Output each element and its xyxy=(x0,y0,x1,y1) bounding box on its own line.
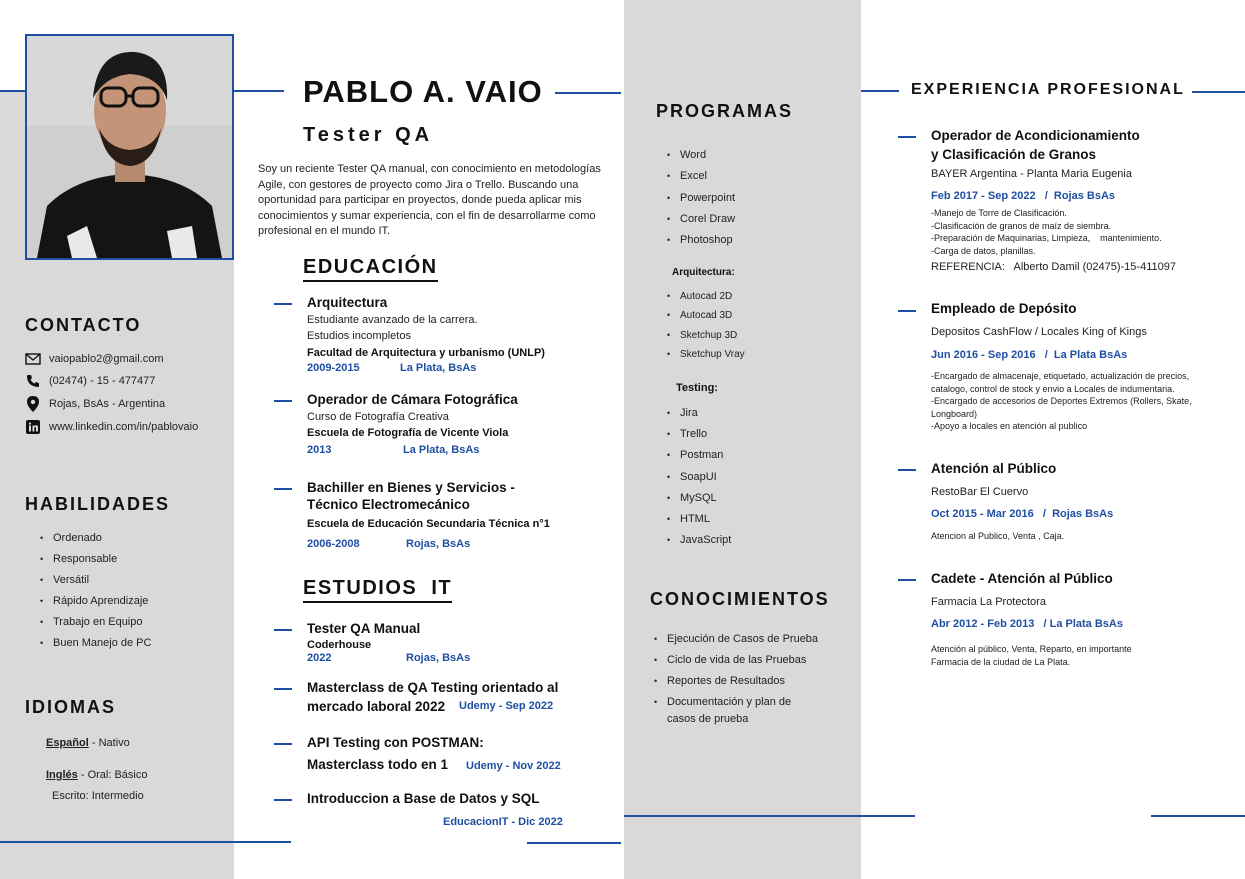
location-text: Rojas, BsAs - Argentina xyxy=(49,398,166,410)
item-marker xyxy=(274,629,292,631)
list-item: • Autocad 2D xyxy=(667,287,745,306)
item-marker xyxy=(274,303,292,305)
education-place: La Plata, BsAs xyxy=(400,362,477,374)
language-name: Inglés xyxy=(46,769,78,781)
programs-subheading: Arquitectura: xyxy=(672,267,735,278)
programs-heading: PROGRAMAS xyxy=(656,101,794,121)
description-line: Longboard) xyxy=(931,408,978,419)
job-company: RestoBar El Cuervo xyxy=(931,486,1029,498)
skills-list xyxy=(40,528,151,654)
course-title-line2: Masterclass todo en 1 xyxy=(307,757,449,772)
list-item: • Trabajo en Equipo xyxy=(40,612,151,633)
list-item: • Autocad 3D xyxy=(667,306,745,325)
list-item: • Excel xyxy=(667,166,735,187)
description-line: -Manejo de Torre de Clasificación. xyxy=(931,208,1067,218)
list-item: • Corel Draw xyxy=(667,209,735,230)
list-item: • SoapUI xyxy=(667,467,731,488)
contact-email[interactable] xyxy=(25,351,164,367)
knowledge-item-continued: casos de prueba xyxy=(667,713,749,725)
middle-panel xyxy=(624,0,861,879)
education-detail: Curso de Fotografía Creativa xyxy=(307,411,449,423)
divider-line xyxy=(624,815,915,817)
description-line: -Encargado de accesorios de Deportes Extremos (Rollers, Skate, xyxy=(931,396,1192,406)
candidate-role: Tester QA xyxy=(303,124,434,146)
language-english xyxy=(46,769,147,781)
contact-phone xyxy=(25,373,155,389)
course-title-line2: mercado laboral 2022 xyxy=(307,699,446,714)
phone-text: (02474) - 15 - 477477 xyxy=(49,375,156,387)
testing-list xyxy=(667,403,731,551)
course-title: Masterclass de QA Testing orientado al xyxy=(307,680,559,695)
list-item: • Ordenado xyxy=(40,528,151,549)
candidate-name: PABLO A. VAIO xyxy=(303,74,543,109)
language-name: Español xyxy=(46,737,89,749)
description-line: Farmacia de la ciudad de La Plata. xyxy=(931,656,1071,667)
phone-icon xyxy=(25,373,41,389)
course-date: 2022 xyxy=(307,652,332,664)
programs-subheading: Testing: xyxy=(676,382,718,394)
contact-linkedin[interactable] xyxy=(25,419,198,435)
item-marker xyxy=(898,310,916,312)
language-spanish xyxy=(46,737,130,749)
job-description xyxy=(931,370,1192,433)
list-item: • Ejecución de Casos de Prueba xyxy=(654,629,818,650)
divider-line xyxy=(1151,815,1245,817)
job-description: Atencion al Publico, Venta , Caja. xyxy=(931,531,1065,541)
divider-line xyxy=(861,90,899,92)
list-item: • Postman xyxy=(667,445,731,466)
course-title: API Testing con POSTMAN: xyxy=(307,735,484,750)
divider-line xyxy=(0,841,291,843)
job-reference: REFERENCIA: Alberto Damil (02475)-15-411097 xyxy=(931,261,1176,273)
job-company: Farmacia La Protectora xyxy=(931,596,1046,608)
job-title: Atención al Público xyxy=(931,461,1057,476)
language-level: - Oral: Básico xyxy=(77,769,148,781)
course-tag: Udemy - Sep 2022 xyxy=(459,700,554,712)
course-tag: Udemy - Nov 2022 xyxy=(466,760,561,772)
job-description xyxy=(931,643,1132,668)
divider-line xyxy=(555,92,621,94)
profile-photo xyxy=(25,34,234,260)
list-item: • Ciclo de vida de las Pruebas xyxy=(654,650,818,671)
item-marker xyxy=(898,469,916,471)
job-title: Operador de Acondicionamiento xyxy=(931,128,1140,143)
course-title: Introduccion a Base de Datos y SQL xyxy=(307,791,540,806)
item-marker xyxy=(274,688,292,690)
description-line: -Preparación de Maquinarias, Limpieza, mantenimiento. xyxy=(931,233,1162,243)
job-title-line2: y Clasificación de Granos xyxy=(931,147,1097,162)
education-school: Facultad de Arquitectura y urbanismo (UNLP) xyxy=(307,347,545,359)
item-marker xyxy=(274,799,292,801)
knowledge-heading: CONOCIMIENTOS xyxy=(650,589,830,609)
item-marker xyxy=(274,743,292,745)
job-date: Oct 2015 - Mar 2016 / Rojas BsAs xyxy=(931,508,1114,520)
job-date: Feb 2017 - Sep 2022 / Rojas BsAs xyxy=(931,190,1116,202)
education-date: 2006-2008 xyxy=(307,538,360,550)
linkedin-icon xyxy=(25,419,41,435)
course-tag: EducacionIT - Dic 2022 xyxy=(443,816,563,828)
list-item: • Photoshop xyxy=(667,230,735,251)
list-item: • Trello xyxy=(667,424,731,445)
item-marker xyxy=(274,400,292,402)
contact-heading: CONTACTO xyxy=(25,315,142,335)
list-item: • Powerpoint xyxy=(667,188,735,209)
list-item: • MySQL xyxy=(667,488,731,509)
divider-line xyxy=(234,90,284,92)
divider-line xyxy=(1192,91,1245,93)
education-heading: EDUCACIÓN xyxy=(303,256,438,282)
education-title: Bachiller en Bienes y Servicios - xyxy=(307,480,515,495)
language-level: - Nativo xyxy=(88,737,130,749)
linkedin-text: www.linkedin.com/in/pablovaio xyxy=(49,421,199,433)
item-marker xyxy=(274,488,292,490)
education-school: Escuela de Fotografía de Vicente Viola xyxy=(307,427,509,439)
list-item: • Sketchup Vray xyxy=(667,345,745,364)
education-detail: Estudiante avanzado de la carrera. xyxy=(307,314,478,326)
education-date: 2013 xyxy=(307,444,332,456)
divider-line xyxy=(0,90,26,92)
list-item: • Versátil xyxy=(40,570,151,591)
divider-line xyxy=(527,842,621,844)
education-place: La Plata, BsAs xyxy=(403,444,480,456)
experience-heading: EXPERIENCIA PROFESIONAL xyxy=(911,81,1185,98)
contact-location xyxy=(25,396,165,412)
education-place: Rojas, BsAs xyxy=(406,538,471,550)
mail-icon xyxy=(25,351,41,367)
profile-summary: Soy un reciente Tester QA manual, con conocimiento en metodologías Agile, con gestores de proyecto como Jira o Trello. Buscando una oportunidad para participar en proyectos, donde pueda aplicar mis conocimientos y sumar experiencia, con el fin de desarrollarme como profesional en el mundo IT. xyxy=(258,163,601,237)
list-item: • Buen Manejo de PC xyxy=(40,633,151,654)
list-item: • Responsable xyxy=(40,549,151,570)
education-title-line2: Técnico Electromecánico xyxy=(307,497,470,512)
job-date: Jun 2016 - Sep 2016 / La Plata BsAs xyxy=(931,349,1128,361)
education-school: Escuela de Educación Secundaria Técnica n°1 xyxy=(307,518,550,530)
job-date: Abr 2012 - Feb 2013 / La Plata BsAs xyxy=(931,618,1123,630)
list-item: • Jira xyxy=(667,403,731,424)
job-company: BAYER Argentina - Planta Maria Eugenia xyxy=(931,168,1132,180)
item-marker xyxy=(898,136,916,138)
description-line: Atención al público, Venta, Reparto, en importante xyxy=(931,644,1132,654)
education-title: Operador de Cámara Fotográfica xyxy=(307,392,518,407)
list-item: • JavaScript xyxy=(667,530,731,551)
description-line: -Apoyo a locales en atención al publico xyxy=(931,421,1088,431)
list-item: • Documentación y plan de xyxy=(654,692,818,713)
item-marker xyxy=(898,579,916,581)
course-title: Tester QA Manual xyxy=(307,621,421,636)
list-item: • Word xyxy=(667,145,735,166)
list-item: • HTML xyxy=(667,509,731,530)
it-studies-heading: ESTUDIOS IT xyxy=(303,577,452,603)
education-detail: Estudios incompletos xyxy=(307,330,411,342)
job-company: Depositos CashFlow / Locales King of Kings xyxy=(931,326,1147,338)
job-description xyxy=(931,207,1162,257)
knowledge-list xyxy=(654,629,818,713)
list-item: • Rápido Aprendizaje xyxy=(40,591,151,612)
language-english-written: Escrito: Intermedio xyxy=(52,790,144,802)
description-line: -Clasificación de granos de maíz de siembra. xyxy=(931,220,1112,231)
languages-heading: IDIOMAS xyxy=(25,697,117,717)
email-text: vaiopablo2@gmail.com xyxy=(49,353,164,365)
architecture-list xyxy=(667,287,745,364)
description-line: -Carga de datos, planillas. xyxy=(931,245,1036,256)
course-school: Coderhouse xyxy=(307,639,372,651)
description-line: catalogo, control de stock y envio a Locales de indumentaria. xyxy=(931,383,1175,394)
skills-heading: HABILIDADES xyxy=(25,494,171,514)
education-title: Arquitectura xyxy=(307,295,388,310)
course-place: Rojas, BsAs xyxy=(406,652,471,664)
job-title: Cadete - Atención al Público xyxy=(931,571,1113,586)
list-item: • Reportes de Resultados xyxy=(654,671,818,692)
job-title: Empleado de Depósito xyxy=(931,301,1077,316)
location-pin-icon xyxy=(25,396,41,412)
description-line: -Encargado de almacenaje, etiquetado, actualización de precios, xyxy=(931,371,1190,381)
programs-list xyxy=(667,145,735,251)
education-date: 2009-2015 xyxy=(307,362,360,374)
list-item: • Sketchup 3D xyxy=(667,326,745,345)
